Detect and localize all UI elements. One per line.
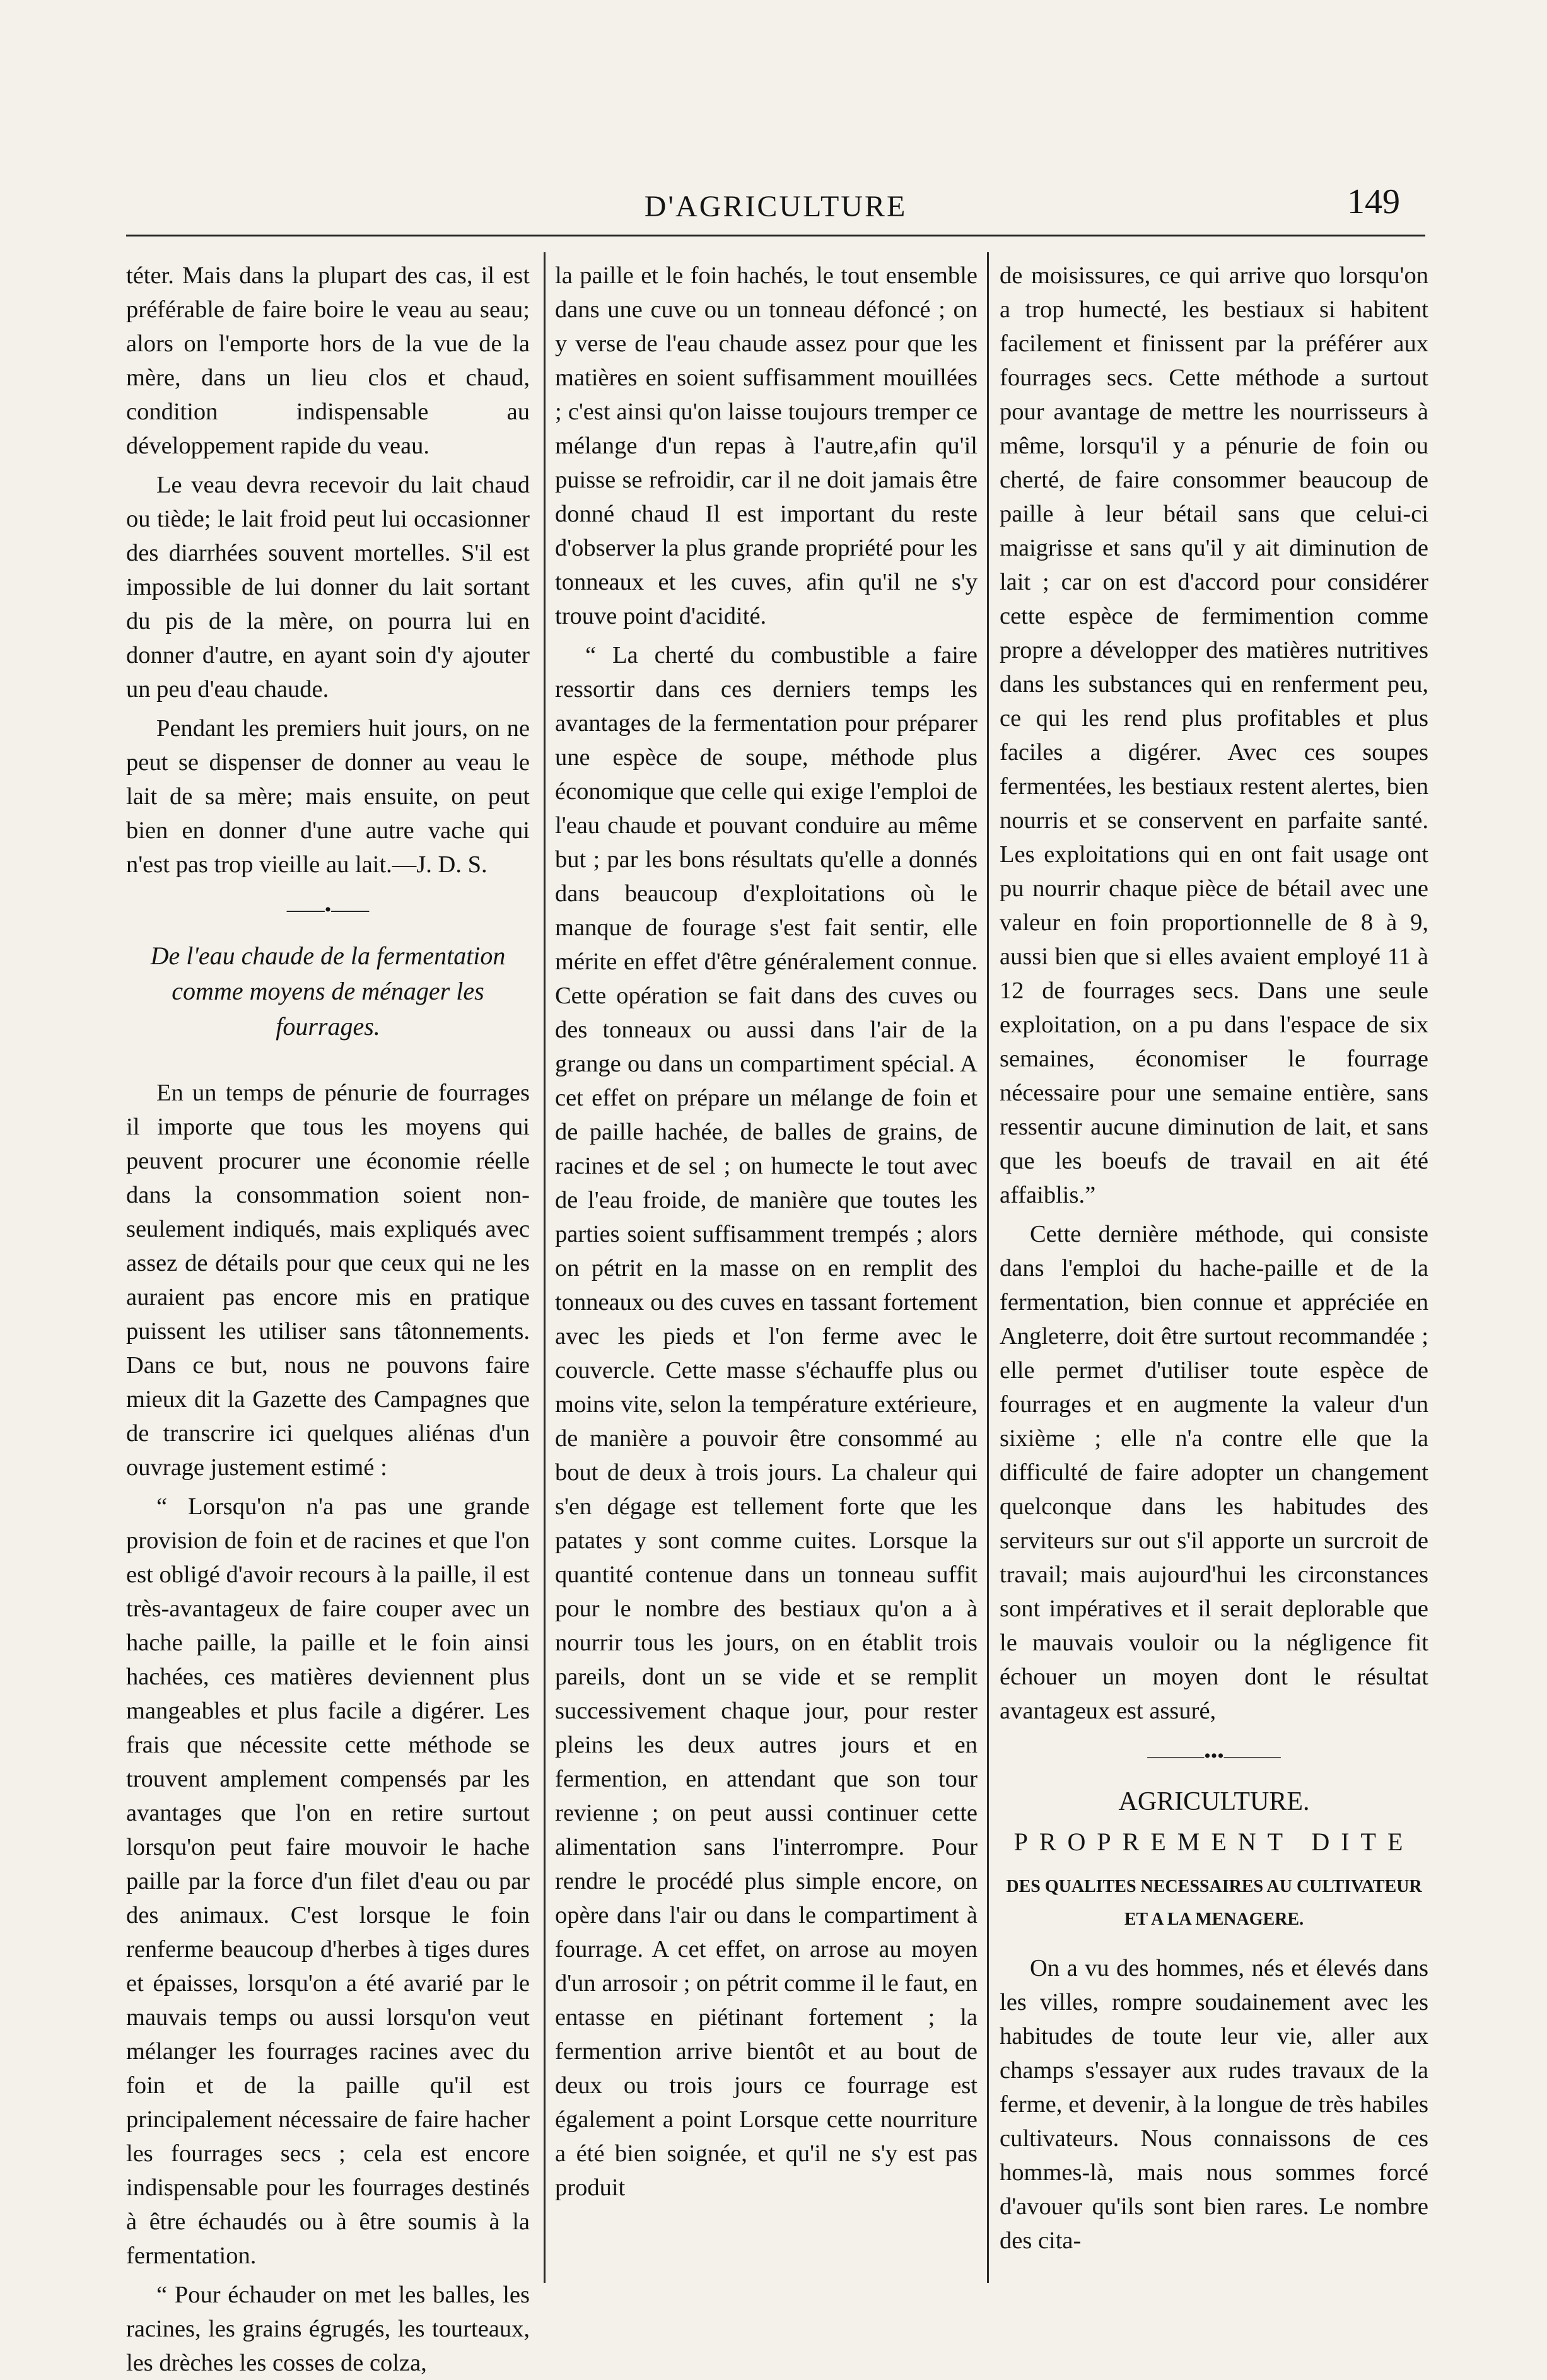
ornament-divider: ———•••——— [1147,1746,1281,1766]
section-subtitle: PROPREMENT DITE [1013,1828,1415,1856]
column-3 [1000,259,1428,2264]
running-title: D'AGRICULTURE [644,190,908,223]
paragraph: “ Lorsqu'on n'a pas une grande provision de foin et de racines et que l'on est obligé d'avoir recours à la paille, il est très-avantageux de faire couper avec un hache paille, la paille et le foin ainsi hachées, ces matières deviennent plus mangeables et plus facile a digérer. Les frais que nécessite cette méthode se trouvent amplement compensés par les avantages que l'on en retire surtout lorsqu'on peut faire mouvoir le hache paille par la force d'un filet d'eau ou par des animaux. C'est lorsque le foin renferme beaucoup d'herbes à tiges dures et épaisses, lorsqu'on a été avarié par le mauvais temps ou aussi lorsqu'on veut mélanger les fourrages racines avec du foin et de la paille qu'il est principalement nécessaire de faire hacher les fourrages secs ; cela est encore indispensable pour les fourrages destinés à être échaudés ou à être soumis à la fermentation. [126,1493,530,2269]
paragraph: Le veau devra recevoir du lait chaud ou tiède; le lait froid peut lui occasionner des diarrhées souvent mortelles. S'il est impossible de lui donner du lait sortant du pis de la mère, on pourra lui en donner d'autre, en ayant soin d'y ajouter un peu d'eau chaude. [126,472,530,703]
column-2 [555,259,978,2264]
column-divider [544,252,546,2283]
section-title: AGRICULTURE. [1118,1787,1310,1816]
paragraph: téter. Mais dans la plupart des cas, il est préférable de faire boire le veau au seau; alors on l'emporte hors de la vue de la mère, dans un lieu clos et chaud, condition indispensable au développement rapide du veau. [126,262,530,459]
paragraph [126,711,530,882]
paragraph: la paille et le foin hachés, le tout ensemble dans une cuve ou un tonneau défoncé ; on y verse de l'eau chaude assez pour que les matières en soient suffisamment mouillées ; c'est ainsi qu'on laisse toujours tremper ce mélange d'un repas à l'autre,afin qu'il puisse se refroidir, car il ne doit jamais être donné chaud Il est important du reste d'observer la plus grande propriété pour les tonneaux et les cuves, afin qu'il ne s'y trouve point d'acidité. [555,262,978,629]
paragraph: “ Pour échauder on met les balles, les racines, les grains égrugés, les tourteaux, les drèches les cosses de colza, [126,2282,530,2376]
column-divider [987,252,989,2283]
page-number: 149 [1347,182,1400,221]
paragraph: On a vu des hommes, nés et élevés dans les villes, rompre soudainement avec les habitudes de toute leur vie, aller aux champs s'essayer aux rudes travaux de la ferme, et devenir, à la longue de très habiles cultivateurs. Nous connaissons de ces hommes-là, mais nous sommes forcé d'avouer qu'ils sont bien rares. Le nombre des cita- [1000,1955,1428,2254]
column-1 [126,259,530,2376]
header-rule [126,235,1425,236]
paragraph: de moisissures, ce qui arrive quo lorsqu'on a trop humecté, les bestiaux si habitent facilement et finissent par la préférer aux fourrages secs. Cette méthode a surtout pour avantage de mettre les nourrisseurs à même, lorsqu'il y a pénurie de foin ou cherté, de faire consommer beaucoup de paille à leur bétail sans que celui-ci maigrisse et sans qu'il y ait diminution de lait ; car on est d'accord pour considérer cette espèce de fermimention comme propre a développer des matières nutritives dans les substances qui en renferment peu, ce qui les rend plus profitables et plus faciles a digérer. Avec ces soupes fermentées, les bestiaux restent alertes, bien nourris et se conservent en parfaite santé. Les exploitations qui en ont fait usage ont pu nourrir chaque pièce de bétail avec une valeur en foin proportionnelle de 8 à 9, aussi bien que si elles avaient employé 11 à 12 de fourrages secs. Dans une seule exploitation, on a pu dans l'espace de six semaines, économiser le fourrage nécessaire pour une semaine entière, sans ressentir aucune diminution de lait, et sans que les boeufs de travail en ait été affaiblis.” [1000,262,1428,1208]
ornament-divider: ——•—— [286,899,370,920]
sub-heading: DES QUALITES NECESSAIRES AU CULTIVATEUR ET A LA MENAGERE. [1006,1877,1422,1929]
signature: —J. D. S. [392,851,487,878]
page-header [126,182,1425,240]
article-heading: De l'eau chaude de la fermentation comme moyens de ménager les fourrages. [150,942,506,1041]
paragraph: En un temps de pénurie de fourrages il importe que tous les moyens qui peuvent procurer une économie réelle dans la consommation soient non-seulement indiqués, mais expliqués avec assez de détails pour que ceux qui ne les auraient pas encore mis en pratique puissent les utiliser sans tâtonnements. Dans ce but, nous ne pouvons faire mieux dit la Gazette des Campagnes que de transcrire ici quelques aliénas d'un ouvrage justement estimé : [126,1080,530,1481]
paragraph: “ La cherté du combustible a faire ressortir dans ces derniers temps les avantages de la fermentation pour préparer une espèce de soupe, méthode plus économique que celle qui exige l'emploi de l'eau chaude et pouvant conduire au même but ; par les bons résultats qu'elle a donnés dans beaucoup d'exploitations où le manque de fourage s'est fait sentir, elle mérite en effet d'être généralement connue. Cette opération se fait dans des cuves ou des tonneaux ou aussi dans l'air de la grange ou dans un compartiment spécial. A cet effet on prépare un mélange de foin et de paille hachée, de balles de grains, de racines et de sel ; on humecte le tout avec de l'eau froide, de manière que toutes les parties soient suffisamment trempés ; alors on pétrit en la masse on en remplit des tonneaux ou des cuves en tassant fortement avec les pieds et l'on ferme avec le couvercle. Cette masse s'échauffe plus ou moins vite, selon la température extérieure, de manière a pouvoir être consommé au bout de deux à trois jours. La chaleur qui s'en dégage est tellement forte que les patates y sont comme cuites. Lorsque la quantité contenue dans un tonneau suffit pour le nombre des bestiaux qu'on a à nourrir tous les jours, on en établit trois pareils, dont un se vide et se remplit successivement chaque jour, pour rester pleins les deux autres jours et en fermention, en attendant que son tour revienne ; on peut aussi continuer cette alimentation sans l'interrompre. Pour rendre le procédé plus simple encore, on opère dans l'air ou dans le compartiment à fourrage. A cet effet, on arrose au moyen d'un arrosoir ; on pétrit comme il le faut, en entasse en piétinant fortement ; la fermention arrive bientôt et au bout de deux ou trois jours ce fourrage est également a point Lorsque cette nourriture a été bien soignée, et qu'il ne s'y est pas produit [555,642,978,2201]
paragraph: Cette dernière méthode, qui consiste dans l'emploi du hache-paille et de la fermentation, bien connue et appréciée en Angleterre, doit être surtout recommandée ; elle permet d'utiliser toute espèce de fourrages et en augmente la valeur d'un sixième ; elle n'a contre elle que la difficulté de faire adopter un changement quelconque dans les habitudes des serviteurs sur out s'il apporte un surcroit de travail; mais aujourd'hui les circonstances sont impératives et il serait deplorable que le mauvais vouloir ou la négligence fit échouer un moyen dont le résultat avantageux est assuré, [1000,1221,1428,1724]
paragraph-text: Pendant les premiers huit jours, on ne peut se dispenser de donner au veau le lait de sa mère; mais ensuite, on peut bien en donner d'une autre vache qui n'est pas trop vieille au lait. [126,715,530,878]
